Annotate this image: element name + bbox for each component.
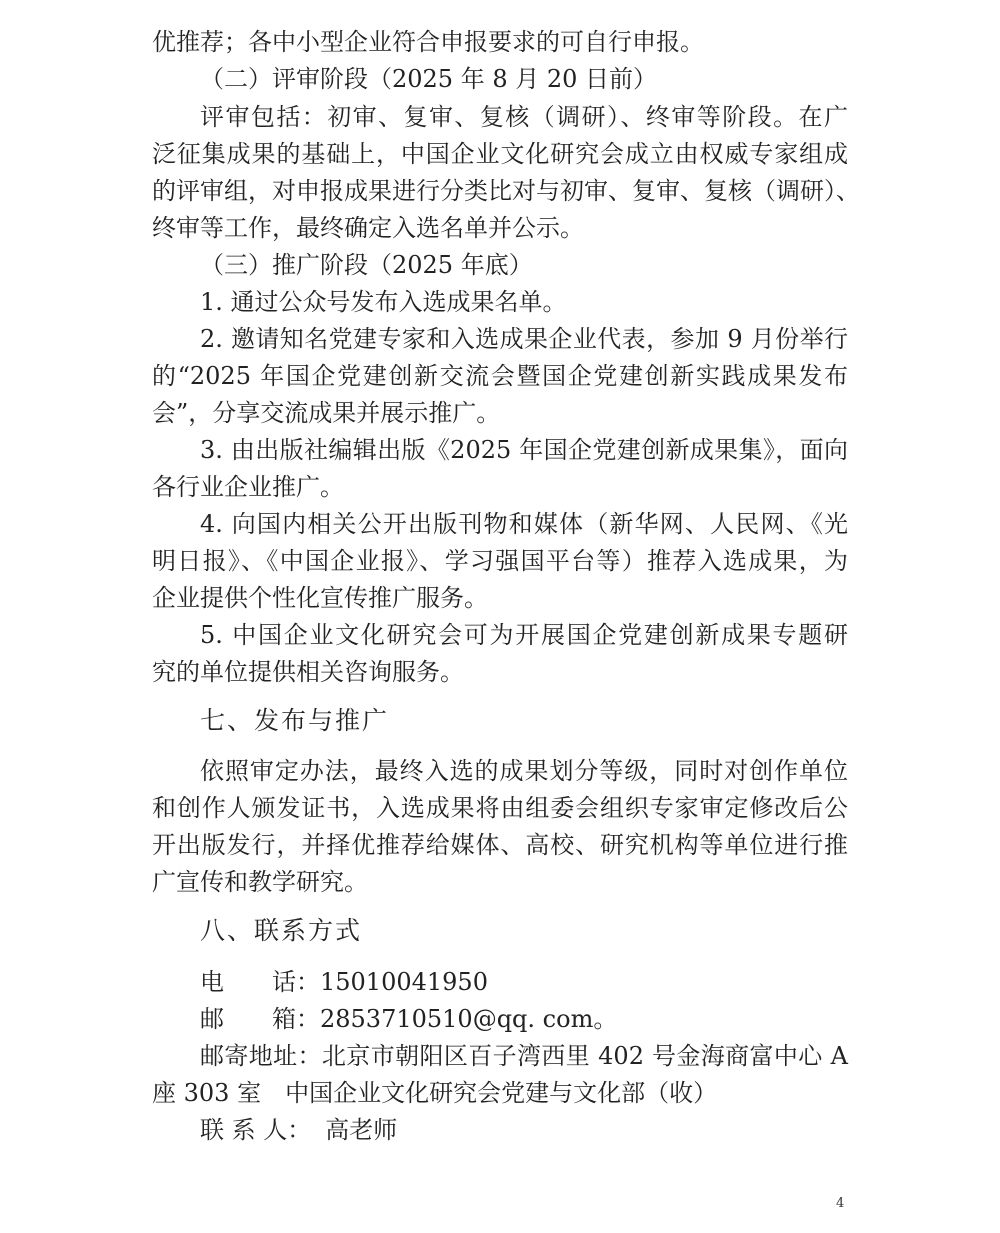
paragraph-line: 终审等工作，最终确定入选名单并公示。 (152, 214, 584, 242)
phone-value: 15010041950 (320, 968, 488, 996)
paragraph-line: 2. 邀请知名党建专家和入选成果企业代表，参加 9 月份举行 (200, 325, 848, 353)
person-label: 联 系 人： (200, 1116, 312, 1144)
paragraph-line: 泛征集成果的基础上，中国企业文化研究会成立由权威专家组成 (152, 140, 848, 168)
paragraph-line: 评审包括：初审、复审、复核（调研）、终审等阶段。在广 (200, 103, 848, 131)
contact-address-cont: 座 303 室 中国企业文化研究会党建与文化部（收） (152, 1079, 718, 1107)
paragraph-line: 的“2025 年国企党建创新交流会暨国企党建创新实践成果发布 (152, 362, 848, 390)
chapter-heading: 八、联系方式 (200, 916, 363, 945)
paragraph-line: 究的单位提供相关咨询服务。 (152, 658, 464, 686)
paragraph-line: 明日报》、《中国企业报》、学习强国平台等）推荐入选成果，为 (152, 547, 848, 575)
section-heading: （三）推广阶段（2025 年底） (200, 251, 533, 279)
paragraph-line: 的评审组，对申报成果进行分类比对与初审、复审、复核（调研）、 (152, 177, 860, 205)
paragraph-line: 1. 通过公众号发布入选成果名单。 (200, 288, 567, 316)
paragraph-line: 优推荐；各中小型企业符合申报要求的可自行申报。 (152, 28, 704, 56)
paragraph-line: 3. 由出版社编辑出版《2025 年国企党建创新成果集》，面向 (200, 436, 848, 464)
paragraph-line: 各行业企业推广。 (152, 473, 344, 501)
contact-person (200, 1113, 397, 1147)
paragraph-line: 广宣传和教学研究。 (152, 868, 368, 896)
page-number: 4 (836, 1196, 845, 1211)
paragraph-line: 4. 向国内相关公开出版刊物和媒体（新华网、人民网、《光 (200, 510, 848, 538)
paragraph-line: 开出版发行，并择优推荐给媒体、高校、研究机构等单位进行推 (152, 831, 848, 859)
contact-phone (200, 965, 488, 999)
paragraph-line: 企业提供个性化宣传推广服务。 (152, 584, 488, 612)
section-heading: （二）评审阶段（2025 年 8 月 20 日前） (200, 65, 658, 93)
email-value: 2853710510@qq. com。 (320, 1005, 618, 1033)
contact-email (200, 1002, 617, 1036)
paragraph-line: 依照审定办法，最终入选的成果划分等级，同时对创作单位 (200, 757, 848, 785)
person-value: 高老师 (325, 1116, 398, 1144)
contact-address (200, 1039, 848, 1073)
paragraph-line: 和创作人颁发证书，入选成果将由组委会组织专家审定修改后公 (152, 794, 848, 822)
address-label: 邮寄地址： (200, 1042, 322, 1070)
phone-label: 电 话： (200, 968, 320, 996)
chapter-heading: 七、发布与推广 (200, 706, 390, 735)
address-value: 北京市朝阳区百子湾西里 402 号金海商富中心 A (321, 1042, 848, 1070)
paragraph-line: 会”，分享交流成果并展示推广。 (152, 399, 501, 427)
paragraph-line: 5. 中国企业文化研究会可为开展国企党建创新成果专题研 (200, 621, 848, 649)
email-label: 邮 箱： (200, 1005, 320, 1033)
